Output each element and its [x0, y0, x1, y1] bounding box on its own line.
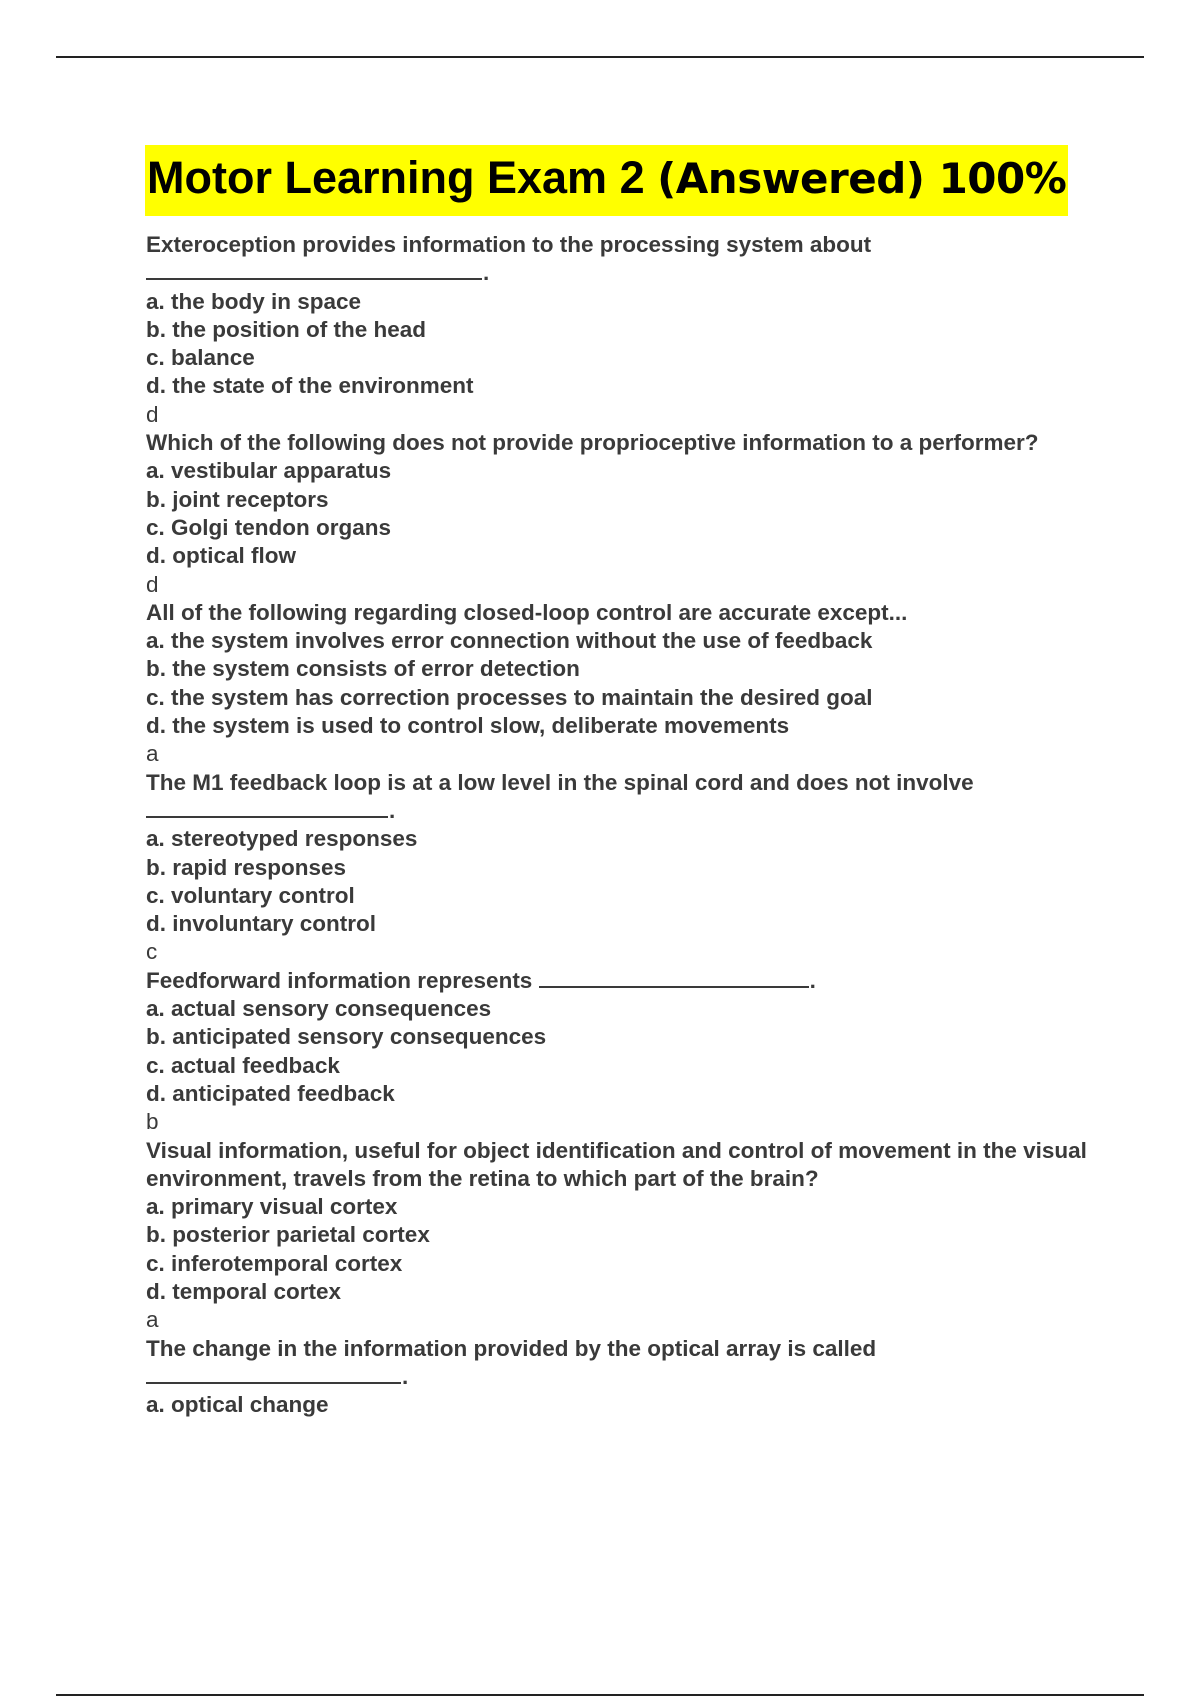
option: c. voluntary control — [146, 882, 355, 908]
title-sub: (Answered) 100% — [657, 154, 1067, 203]
question-text: Visual information, useful for object identification and control of movement in the visual environment, travels from the retina to which part of the brain? — [146, 1137, 1087, 1191]
question-text: The M1 feedback loop is at a low level in the spinal cord and does not involve — [146, 769, 974, 795]
option: d. optical flow — [146, 543, 296, 569]
option: b. joint receptors — [146, 486, 329, 512]
option: c. inferotemporal cortex — [146, 1250, 403, 1276]
answer: a — [146, 741, 159, 767]
option: d. the state of the environment — [146, 373, 474, 399]
option: c. the system has correction processes to maintain the desired goal — [146, 684, 873, 710]
question-blank-line — [146, 259, 1106, 287]
question-text-with-blank — [146, 967, 1106, 995]
question-text: Exteroception provides information to the processing system about — [146, 232, 872, 257]
answer: d — [146, 401, 159, 427]
blank-suffix: . — [402, 1363, 409, 1389]
option: a. actual sensory consequences — [146, 996, 492, 1022]
option: a. the system involves error connection without the use of feedback — [146, 628, 873, 654]
option: d. involuntary control — [146, 911, 377, 937]
option: a. vestibular apparatus — [146, 458, 392, 484]
answer-blank — [146, 262, 482, 280]
answer: b — [146, 1109, 159, 1135]
question-text: Feedforward information represents — [146, 967, 533, 993]
option: b. the position of the head — [146, 316, 426, 342]
question-text: Which of the following does not provide proprioceptive information to a performer? — [146, 430, 1039, 456]
answer: c — [146, 939, 158, 965]
answer: a — [146, 1307, 159, 1333]
question-list — [146, 231, 1106, 1419]
top-rule — [56, 56, 1144, 58]
answer: d — [146, 571, 159, 597]
blank-suffix: . — [483, 260, 490, 286]
option: b. rapid responses — [146, 854, 347, 880]
option: c. actual feedback — [146, 1052, 340, 1078]
option: c. Golgi tendon organs — [146, 514, 392, 540]
bottom-rule — [56, 1694, 1144, 1696]
option: b. anticipated sensory consequences — [146, 1024, 547, 1050]
blank-suffix: . — [389, 797, 396, 823]
answer-blank — [539, 970, 809, 988]
option: c. balance — [146, 345, 255, 371]
option: b. the system consists of error detection — [146, 656, 580, 682]
option: a. primary visual cortex — [146, 1194, 398, 1220]
answer-blank — [146, 1366, 401, 1384]
question-blank-line — [146, 797, 1106, 825]
question-blank-line — [146, 1363, 1106, 1391]
option: a. the body in space — [146, 288, 362, 314]
title-main: Motor Learning Exam 2 — [147, 152, 658, 203]
option: d. anticipated feedback — [146, 1080, 395, 1106]
question-text: All of the following regarding closed-loop control are accurate except... — [146, 599, 908, 625]
answer-blank — [146, 800, 388, 818]
page-title — [145, 145, 1068, 216]
question-text: The change in the information provided by the optical array is called — [146, 1335, 877, 1361]
option: d. temporal cortex — [146, 1278, 342, 1304]
option: a. optical change — [146, 1392, 329, 1418]
option: b. posterior parietal cortex — [146, 1222, 430, 1248]
option: a. stereotyped responses — [146, 826, 418, 852]
option: d. the system is used to control slow, deliberate movements — [146, 713, 790, 739]
blank-suffix: . — [809, 967, 816, 993]
